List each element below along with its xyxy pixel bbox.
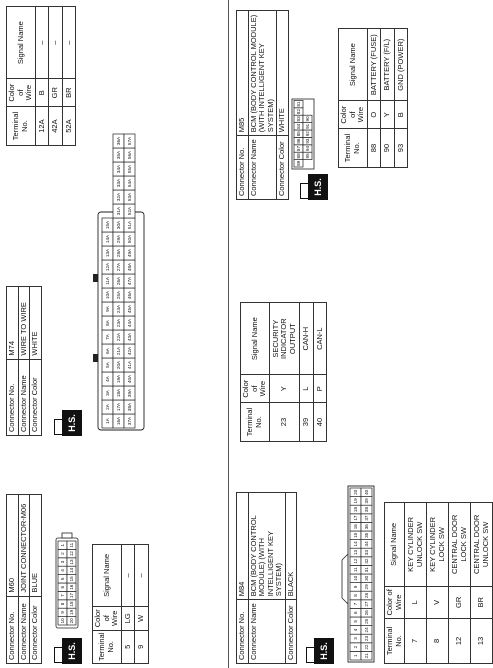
pin-number: 91 xyxy=(305,123,311,129)
table-header-row xyxy=(93,545,122,664)
terminal-no-cell: 7 xyxy=(405,618,427,663)
column-header-signal-name: Signal Name xyxy=(339,29,368,101)
table-row xyxy=(49,7,63,146)
pin-number: 95 xyxy=(305,153,311,159)
pin-number: 19A xyxy=(116,374,122,384)
terminal-no-cell: 88 xyxy=(367,129,381,168)
pin-number: 6 xyxy=(353,611,359,614)
pin-number: 46A xyxy=(127,290,133,300)
pin-number: 12 xyxy=(353,558,359,564)
pin-number: 39A xyxy=(127,388,133,398)
pin-number: 13A xyxy=(105,248,111,258)
connector-key xyxy=(93,354,98,362)
pin-number: 3 xyxy=(353,637,359,640)
pin-number: 38A xyxy=(127,402,133,412)
connector-name: BCM (BODY CONTROL MODULE) (WITH INTELLIGENT KEY SYSTEM) xyxy=(248,493,285,600)
terminal-table-m84-part2 xyxy=(240,302,327,442)
wire-color-cell: GR xyxy=(49,79,63,107)
pin-number: 8A xyxy=(105,320,111,326)
pin-number: 22A xyxy=(116,332,122,342)
column-header-wire-color: Color of Wire xyxy=(241,375,270,403)
pin-number: 29 xyxy=(364,584,370,590)
connector-face-m84 xyxy=(340,484,380,664)
pin-number: 31A xyxy=(116,206,122,216)
pin-number: 4 xyxy=(353,628,359,632)
pin-number: 44A xyxy=(127,318,133,328)
table-row xyxy=(300,303,314,442)
pin-number: 29A xyxy=(116,234,122,244)
pin-number: 43A xyxy=(127,332,133,342)
column-header-signal-name: Signal Name xyxy=(7,7,36,79)
pin-number: 1 xyxy=(353,654,359,657)
pin-number: 86 xyxy=(296,138,302,144)
terminal-no-cell: 23 xyxy=(269,403,300,442)
connector-m84-header: Connector No. M84 Connector Name BCM (BODY CONTROL MODULE) (WITH INTELLIGENT KEY SYSTEM) Connector Color BLACK xyxy=(236,492,297,664)
signal-name-cell: CENTRAL DOOR LOCK SW xyxy=(449,503,471,587)
pin-number: 82 xyxy=(296,108,302,115)
pin-number: 35 xyxy=(364,532,370,538)
pin-number: 3A xyxy=(105,390,111,396)
pin-number: 57A xyxy=(127,136,133,146)
connector-color: WHITE xyxy=(30,287,42,360)
pin-number: 14A xyxy=(105,234,111,244)
pin-number: 23 xyxy=(364,635,370,642)
connector-color: BLUE xyxy=(30,495,42,597)
table-header-row xyxy=(339,29,368,168)
connector-no: M84 xyxy=(237,493,249,600)
signal-name-cell: KEY CYLINDER UNLOCK SW xyxy=(405,503,427,587)
signal-name-cell: GND (POWER) xyxy=(394,29,408,101)
hs-icon: H.S. xyxy=(306,634,336,664)
signal-name-cell: – xyxy=(35,7,49,79)
table-header-row xyxy=(385,503,405,664)
pin-number: 39 xyxy=(364,498,370,504)
table-row xyxy=(135,545,149,664)
connector-no: M60 xyxy=(7,495,19,597)
pin-number: 88 xyxy=(296,153,302,159)
pin-number: 9A xyxy=(105,306,111,312)
terminal-no-cell: 8 xyxy=(427,618,449,663)
pin-number: 21A xyxy=(116,346,122,356)
table-header-row xyxy=(241,303,270,442)
pin-number: 48A xyxy=(127,262,133,272)
table-row xyxy=(35,7,49,146)
wire-color-cell: L xyxy=(300,375,314,403)
column-header-terminal-no: Terminal No. xyxy=(385,618,405,663)
signal-name-cell: CAN-L xyxy=(313,303,327,375)
pin-number: 53A xyxy=(127,192,133,202)
column-header-wire-color: Color of Wire xyxy=(93,606,122,630)
connector-no: M85 xyxy=(237,11,249,136)
pin-number: 52A xyxy=(127,206,133,216)
table-row xyxy=(121,545,135,664)
pin-number: 17A xyxy=(116,402,122,412)
column-header-terminal-no: Terminal No. xyxy=(241,403,270,442)
pin-number: 19 xyxy=(353,498,359,504)
pin-number: 5 xyxy=(353,620,359,623)
pin-number: 55A xyxy=(127,164,133,174)
table-header-row xyxy=(7,7,36,146)
pin-number: 18 xyxy=(69,601,75,607)
pin-number: 84 xyxy=(296,123,302,129)
pin-number: 83 xyxy=(296,116,302,122)
terminal-no-cell: 52A xyxy=(62,107,76,146)
connector-key xyxy=(93,274,98,282)
pin-number: 49A xyxy=(127,248,133,258)
wire-color-cell: Y xyxy=(381,101,395,129)
connector-latch xyxy=(342,554,348,604)
column-header-wire-color: Color of Wire xyxy=(339,101,368,129)
pin-number: 40A xyxy=(127,374,133,384)
terminal-no-cell: 40 xyxy=(313,403,327,442)
pin-number: 26 xyxy=(364,610,370,616)
pin-number: 9 xyxy=(60,611,66,614)
wire-color-cell: W xyxy=(135,606,149,630)
pin-number: 50A xyxy=(127,234,133,244)
pin-number: 51A xyxy=(127,220,133,230)
connector-name: JOINT CONNECTOR-M06 xyxy=(18,495,30,597)
wire-color-cell: BR xyxy=(62,79,76,107)
pin-number: 27 xyxy=(364,601,370,607)
pin-number: 81 xyxy=(296,101,302,107)
table-row xyxy=(405,503,427,664)
wire-color-cell: P xyxy=(313,375,327,403)
connector-color: WHITE xyxy=(277,11,289,136)
connector-face-m60 xyxy=(52,530,82,630)
pin-number: 21 xyxy=(364,653,370,659)
connector-face-m85 xyxy=(290,98,316,170)
pin-number: 13 xyxy=(69,559,75,565)
signal-name-cell: – xyxy=(121,545,135,607)
pin-number: 16 xyxy=(353,524,359,530)
connector-m74-header: Connector No. M74 Connector Name WIRE TO WIRE Connector Color WHITE xyxy=(6,286,42,436)
pin-number: 7 xyxy=(353,602,359,606)
pin-number: 31 xyxy=(364,567,370,573)
pin-number: 47A xyxy=(127,276,133,286)
pin-number: 93 xyxy=(305,138,311,144)
terminal-table-m74 xyxy=(6,6,76,146)
pin-number: 6A xyxy=(105,348,111,354)
column-header-signal-name: Signal Name xyxy=(241,303,270,375)
pin-number: 37 xyxy=(364,515,370,521)
terminal-table-m84 xyxy=(384,502,493,664)
pin-number: 28 xyxy=(364,592,370,599)
table-row xyxy=(449,503,471,664)
wire-color-cell: Y xyxy=(269,375,300,403)
connector-m60-header: Connector No. M60 Connector Name JOINT CONNECTOR-M06 Connector Color BLUE xyxy=(6,494,42,664)
wire-color-cell: B xyxy=(394,101,408,129)
pin-number: 14 xyxy=(353,541,359,547)
wire-color-cell: LG xyxy=(121,606,135,630)
pin-number: 87 xyxy=(296,145,302,152)
pin-number: 20 xyxy=(69,618,75,624)
pin-number: 34 xyxy=(364,541,370,547)
pin-number: 89 xyxy=(296,160,302,166)
table-row xyxy=(313,303,327,442)
pin-number: 35A xyxy=(116,150,122,160)
terminal-no-cell: 93 xyxy=(394,129,408,168)
pin-number: 54A xyxy=(127,178,133,188)
pin-number: 25 xyxy=(364,618,370,624)
pin-number: 5A xyxy=(105,362,111,368)
terminal-no-cell: 9 xyxy=(135,630,149,663)
pin-number: 40 xyxy=(364,489,370,495)
pin-number: 2A xyxy=(105,404,111,410)
pin-number: 20A xyxy=(116,360,122,370)
pin-number: 32 xyxy=(364,558,370,564)
signal-name-cell: BATTERY (F/L) xyxy=(381,29,395,101)
signal-name-cell: SECURITY INDICATOR OUTPUT xyxy=(269,303,300,375)
pin-number: 2 xyxy=(353,645,359,649)
pin-number: 13 xyxy=(353,549,359,556)
pin-number: 32A xyxy=(116,192,122,202)
pin-number: 26A xyxy=(116,276,122,286)
pin-number: 34A xyxy=(116,164,122,174)
pin-number: 37A xyxy=(127,416,133,426)
terminal-table-m85 xyxy=(338,28,408,168)
pin-number: 4 xyxy=(60,569,66,572)
pin-number: 11 xyxy=(353,567,359,573)
pin-number: 1 xyxy=(60,543,66,547)
terminal-no-cell: 39 xyxy=(300,403,314,442)
pin-number: 24A xyxy=(116,304,122,314)
terminal-no-cell: 13 xyxy=(471,618,493,663)
terminal-no-cell: 12A xyxy=(35,107,49,146)
connector-name: WIRE TO WIRE xyxy=(18,287,30,360)
pin-number: 30 xyxy=(364,575,370,581)
signal-name-cell: BATTERY (FUSE) xyxy=(367,29,381,101)
wire-color-cell: V xyxy=(427,586,449,618)
pin-number: 42A xyxy=(127,346,133,356)
pin-number: 25A xyxy=(116,290,122,300)
connector-m85-header: Connector No. M85 Connector Name BCM (BODY CONTROL MODULE) (WITH INTELLIGENT KEY SYSTEM) Connector Color WHITE xyxy=(236,10,289,200)
pin-number: 1A xyxy=(105,418,111,424)
terminal-no-cell: 12 xyxy=(449,618,471,663)
section-divider xyxy=(228,0,229,668)
pin-number: 8 xyxy=(60,602,66,606)
connector-name: BCM (BODY CONTROL MODULE) (WITH INTELLIGENT KEY SYSTEM) xyxy=(248,11,277,136)
pin-number: 36 xyxy=(364,524,370,530)
table-row xyxy=(394,29,408,168)
pin-number: 6 xyxy=(60,585,66,589)
table-row xyxy=(367,29,381,168)
terminal-no-cell: 5 xyxy=(121,630,135,663)
pin-number: 7A xyxy=(105,334,111,340)
signal-name-cell: – xyxy=(49,7,63,79)
column-header-signal-name: Signal Name xyxy=(385,503,405,587)
pin-number: 7 xyxy=(60,594,66,597)
pin-number: 19 xyxy=(69,609,75,615)
pin-number: 30A xyxy=(116,220,122,230)
wire-color-cell: GR xyxy=(449,586,471,618)
pin-number: 20 xyxy=(353,489,359,495)
wire-color-cell: BR xyxy=(471,586,493,618)
signal-name-cell: – xyxy=(62,7,76,79)
signal-name-cell: CENTRAL DOOR UNLOCK SW xyxy=(471,503,493,587)
table-row xyxy=(62,7,76,146)
table-row xyxy=(269,303,300,442)
pin-number: 15A xyxy=(105,220,111,230)
pin-number: 15 xyxy=(353,532,359,538)
connector-latch xyxy=(62,533,72,538)
pin-number: 90 xyxy=(305,116,311,122)
pin-number: 85 xyxy=(296,131,302,137)
signal-name-cell: CAN-H xyxy=(300,303,314,375)
column-header-signal-name: Signal Name xyxy=(93,545,122,607)
signal-name-cell: – xyxy=(135,545,149,607)
connector-no: M74 xyxy=(7,287,19,360)
pin-number: 22 xyxy=(364,644,370,650)
wire-color-cell: L xyxy=(405,586,427,618)
pin-number: 9 xyxy=(353,585,359,589)
pin-number: 16A xyxy=(116,416,122,426)
pin-number: 94 xyxy=(305,145,311,152)
pin-number: 18A xyxy=(116,388,122,398)
terminal-no-cell: 42A xyxy=(49,107,63,146)
pin-number: 28A xyxy=(116,248,122,258)
pin-number: 24 xyxy=(364,627,370,633)
pin-number: 16 xyxy=(69,584,75,590)
pin-number: 45A xyxy=(127,304,133,314)
pin-number: 14 xyxy=(69,567,75,573)
pin-number: 18 xyxy=(353,506,359,513)
wire-color-cell: O xyxy=(367,101,381,129)
pin-number: 41A xyxy=(127,360,133,370)
pin-number: 12 xyxy=(69,551,75,557)
pin-number: 23A xyxy=(116,318,122,328)
hs-icon: H.S. xyxy=(54,634,84,664)
hs-icon: H.S. xyxy=(300,170,330,200)
wire-color-cell: B xyxy=(35,79,49,107)
pin-number: 15 xyxy=(69,576,75,582)
column-header-wire-color: Color of Wire xyxy=(385,586,405,618)
pin-number: 38 xyxy=(364,506,370,513)
pin-number: 12A xyxy=(105,262,111,272)
terminal-table-m60 xyxy=(92,544,149,664)
pin-number: 36A xyxy=(116,136,122,146)
pin-number: 8 xyxy=(353,594,359,597)
pin-number: 4A xyxy=(105,376,111,382)
signal-name-cell: KEY CYLINDER LOCK SW xyxy=(427,503,449,587)
table-row xyxy=(381,29,395,168)
pin-number: 11A xyxy=(105,277,111,285)
column-header-terminal-no: Terminal No. xyxy=(339,129,368,168)
pin-number: 3 xyxy=(60,560,66,564)
pin-number: 10 xyxy=(60,618,66,624)
pin-number: 11 xyxy=(69,542,75,548)
pin-number: 33 xyxy=(364,549,370,556)
column-header-terminal-no: Terminal No. xyxy=(7,107,36,146)
table-row xyxy=(427,503,449,664)
connector-color: BLACK xyxy=(285,493,297,600)
pin-number: 17 xyxy=(353,515,359,521)
table-row xyxy=(471,503,493,664)
hs-icon: H.S. xyxy=(54,406,84,436)
pin-number: 92 xyxy=(305,131,311,137)
pin-number: 27A xyxy=(116,262,122,272)
column-header-wire-color: Color of Wire xyxy=(7,79,36,107)
pin-number: 33A xyxy=(116,178,122,188)
column-header-terminal-no: Terminal No. xyxy=(93,630,122,663)
pin-number: 10A xyxy=(105,290,111,300)
pin-number: 10 xyxy=(353,575,359,581)
connector-face-m74 xyxy=(92,136,148,432)
pin-number: 5 xyxy=(60,577,66,581)
pin-number: 56A xyxy=(127,150,133,160)
pin-number: 2 xyxy=(60,552,66,555)
terminal-no-cell: 90 xyxy=(381,129,395,168)
pin-number: 17 xyxy=(69,593,75,599)
